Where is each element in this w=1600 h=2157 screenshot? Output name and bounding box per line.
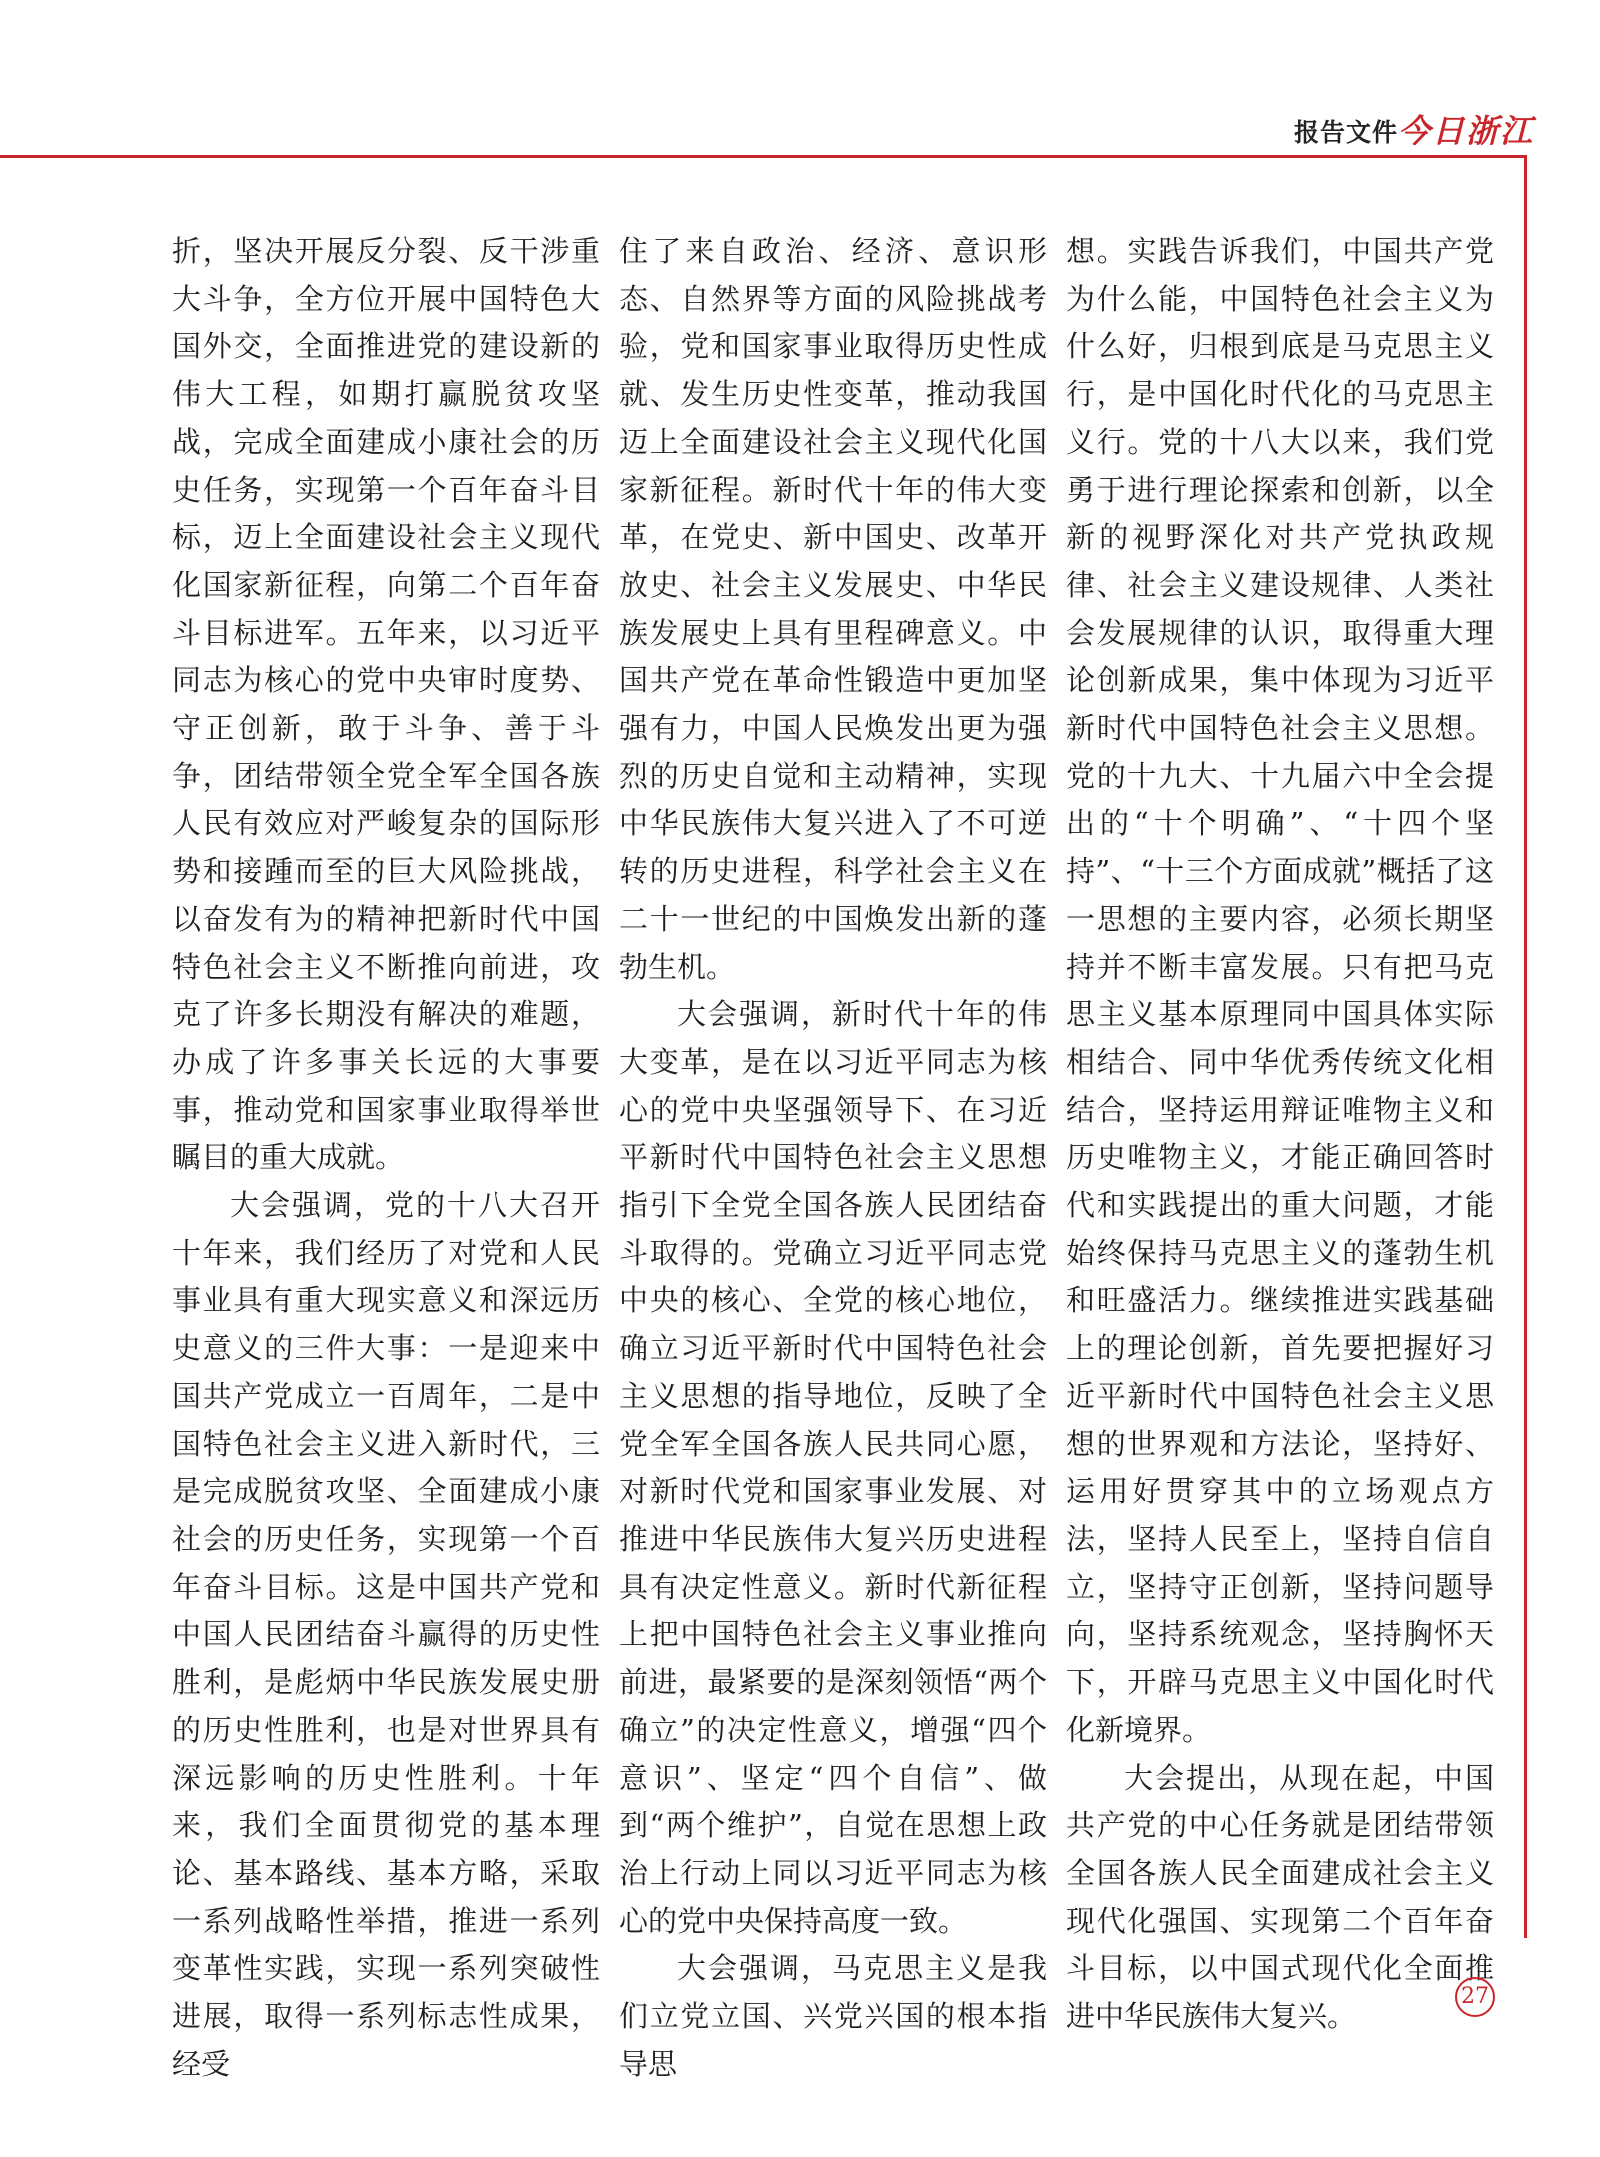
paragraph: 想。实践告诉我们，中国共产党为什么能，中国特色社会主义为什么好，归根到底是马克思主义行，是中国化时代化的马克思主义行。党的十八大以来，我们党勇于进行理论探索和创新，以全新的视野深化对共产党执政规律、社会主义建设规律、人类社会发展规律的认识，取得重大理论创新成果，集中体现为习近平新时代中国特色社会主义思想。党的十九大、十九届六中全会提出的“十个明确”、“十四个坚持”、“十三个方面成就”概括了这一思想的主要内容，必须长期坚持并不断丰富发展。只有把马克思主义基本原理同中国具体实际相结合、同中华优秀传统文化相结合，坚持运用辩证唯物主义和历史唯物主义，才能正确回答时代和实践提出的重大问题，才能始终保持马克思主义的蓬勃生机和旺盛活力。继续推进实践基础上的理论创新，首先要把握好习近平新时代中国特色社会主义思想的世界观和方法论，坚持好、运用好贯穿其中的立场观点方法，坚持人民至上，坚持自信自立，坚持守正创新，坚持问题导向，坚持系统观念，坚持胸怀天下，开辟马克思主义中国化时代化新境界。 (1066, 234, 1494, 1747)
text-column-2 (619, 228, 1047, 2088)
paragraph: 住了来自政治、经济、意识形态、自然界等方面的风险挑战考验，党和国家事业取得历史性成就、发生历史性变革，推动我国迈上全面建设社会主义现代化国家新征程。新时代十年的伟大变革，在党史、新中国史、改革开放史、社会主义发展史、中华民族发展史上具有里程碑意义。中国共产党在革命性锻造中更加坚强有力，中国人民焕发出更为强烈的历史自觉和主动精神，实现中华民族伟大复兴进入了不可逆转的历史进程，科学社会主义在二十一世纪的中国焕发出新的蓬勃生机。 (619, 234, 1047, 984)
brand-logo: 今日浙江 (1398, 112, 1535, 150)
page-number: 27 (1455, 1977, 1495, 2017)
text-column-3 (1066, 228, 1494, 2041)
paragraph: 大会强调，新时代十年的伟大变革，是在以习近平同志为核心的党中央坚强领导下、在习近平新时代中国特色社会主义思想指引下全党全国各族人民团结奋斗取得的。党确立习近平同志党中央的核心、全党的核心地位，确立习近平新时代中国特色社会主义思想的指导地位，反映了全党全军全国各族人民共同心愿，对新时代党和国家事业发展、对推进中华民族伟大复兴历史进程具有决定性意义。新时代新征程上把中国特色社会主义事业推向前进，最紧要的是深刻领悟“两个确立”的决定性意义，增强“四个意识”、坚定“四个自信”、做到“两个维护”，自觉在思想上政治上行动上同以习近平同志为核心的党中央保持高度一致。 (619, 997, 1047, 1938)
paragraph: 折，坚决开展反分裂、反干涉重大斗争，全方位开展中国特色大国外交，全面推进党的建设新的伟大工程，如期打赢脱贫攻坚战，完成全面建成小康社会的历史任务，实现第一个百年奋斗目标，迈上全面建设社会主义现代化国家新征程，向第二个百年奋斗目标进军。五年来，以习近平同志为核心的党中央审时度势、守正创新，敢于斗争、善于斗争，团结带领全党全军全国各族人民有效应对严峻复杂的国际形势和接踵而至的巨大风险挑战，以奋发有为的精神把新时代中国特色社会主义不断推向前进，攻克了许多长期没有解决的难题，办成了许多事关长远的大事要事，推动党和国家事业取得举世瞩目的重大成就。 (172, 234, 600, 1175)
header-rule (0, 155, 1527, 158)
paragraph: 大会提出，从现在起，中国共产党的中心任务就是团结带领全国各族人民全面建成社会主义现代化强国、实现第二个百年奋斗目标，以中国式现代化全面推进中华民族伟大复兴。 (1066, 1760, 1494, 2034)
paragraph: 大会强调，党的十八大召开十年来，我们经历了对党和人民事业具有重大现实意义和深远历史意义的三件大事：一是迎来中国共产党成立一百周年，二是中国特色社会主义进入新时代，三是完成脱贫攻坚、全面建成小康社会的历史任务，实现第一个百年奋斗目标。这是中国共产党和中国人民团结奋斗赢得的历史性胜利，是彪炳中华民族发展史册的历史性胜利，也是对世界具有深远影响的历史性胜利。十年来，我们全面贯彻党的基本理论、基本路线、基本方略，采取一系列战略性举措，推进一系列变革性实践，实现一系列突破性进展，取得一系列标志性成果，经受 (172, 1188, 600, 2081)
margin-rule (1524, 155, 1527, 1938)
section-label: 报告文件 (1294, 118, 1399, 147)
text-column-1 (172, 228, 600, 2088)
paragraph: 大会强调，马克思主义是我们立党立国、兴党兴国的根本指导思 (619, 1951, 1047, 2081)
